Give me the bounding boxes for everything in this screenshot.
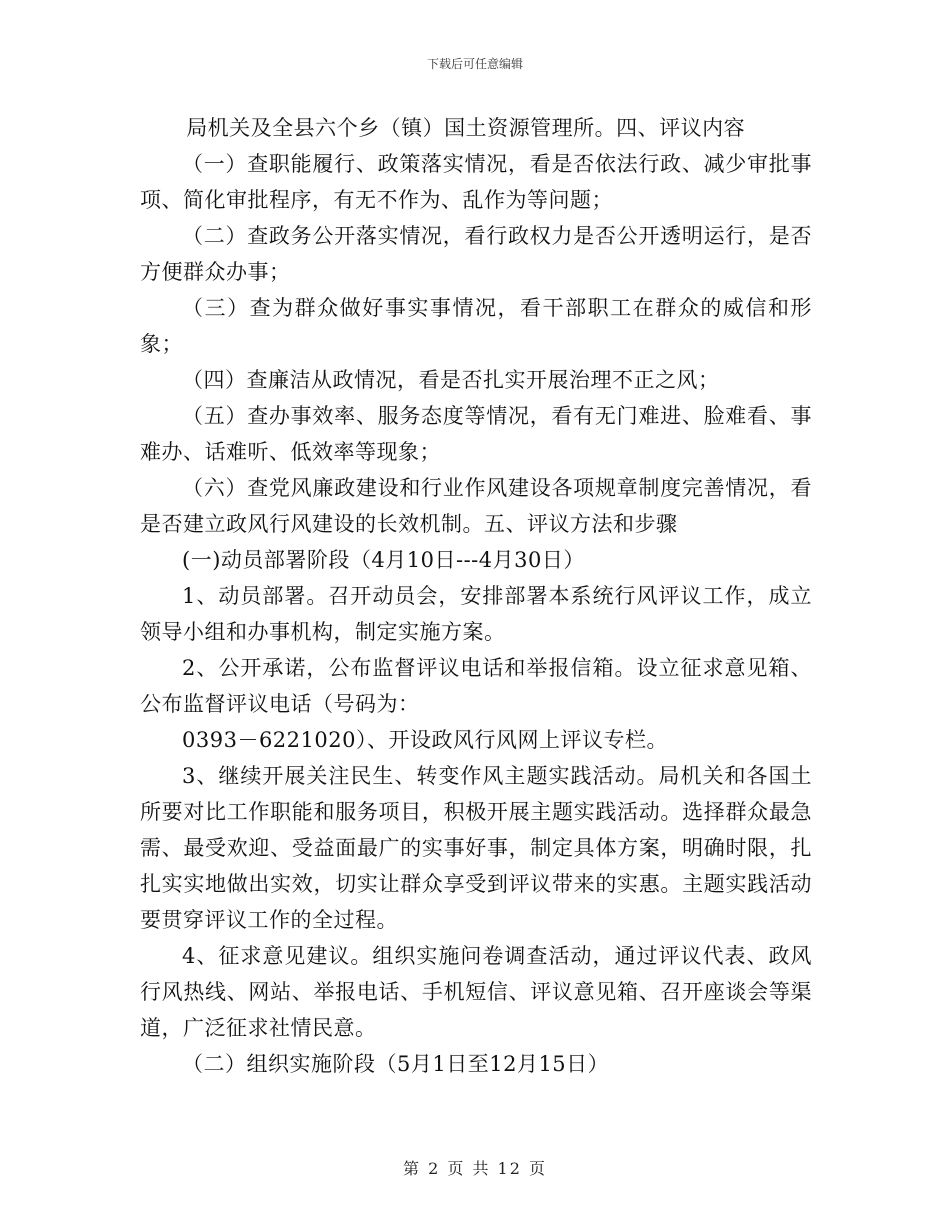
paragraph-item-3: （三）查为群众做好事实事情况，看干部职工在群众的威信和形象； — [140, 296, 812, 356]
paragraph-item-6: （六）查党风廉政建设和行业作风建设各项规章制度完善情况，看是否建立政风行风建设的长效机制。五、评议方法和步骤 — [140, 476, 812, 536]
paragraph-phone-number: 0393－6221020）、开设政风行风网上评议专栏。 — [182, 728, 668, 752]
document-body — [140, 110, 812, 1082]
page-footer: 第 2 页 共 12 页 — [403, 1159, 547, 1178]
paragraph-step-2: 2、公开承诺，公布监督评议电话和举报信箱。设立征求意见箱、公布监督评议电话（号码为： — [140, 656, 812, 716]
paragraph-stage-1-heading: (一)动员部署阶段（4月10日---4月30日） — [182, 548, 585, 572]
paragraph-step-3: 3、继续开展关注民生、转变作风主题实践活动。局机关和各国土所要对比工作职能和服务项目，积极开展主题实践活动。选择群众最急需、最受欢迎、受益面最广的实事好事，制定具体方案，明确时限，扎扎实实地做出实效，切实让群众享受到评议带来的实惠。主题实践活动要贯穿评议工作的全过程。 — [140, 764, 812, 932]
paragraph-step-4: 4、征求意见建议。组织实施问卷调查活动，通过评议代表、政风行风热线、网站、举报电话、手机短信、评议意见箱、召开座谈会等渠道，广泛征求社情民意。 — [140, 944, 812, 1040]
paragraph-scope: 局机关及全县六个乡（镇）国土资源管理所。四、评议内容 — [186, 116, 746, 140]
paragraph-item-4: （四）查廉洁从政情况，看是否扎实开展治理不正之风； — [182, 368, 720, 392]
paragraph-item-1: （一）查职能履行、政策落实情况，看是否依法行政、减少审批事项、简化审批程序，有无不作为、乱作为等问题； — [140, 152, 812, 212]
paragraph-item-5: （五）查办事效率、服务态度等情况，看有无门难进、脸难看、事难办、话难听、低效率等现象； — [140, 404, 812, 464]
paragraph-item-2: （二）查政务公开落实情况，看行政权力是否公开透明运行，是否方便群众办事； — [140, 224, 812, 284]
page-header: 下载后可任意编辑 — [426, 57, 523, 71]
paragraph-step-1: 1、动员部署。召开动员会，安排部署本系统行风评议工作，成立领导小组和办事机构，制定实施方案。 — [140, 584, 812, 644]
paragraph-stage-2-heading: （二）组织实施阶段（5月1日至12月15日） — [182, 1052, 610, 1076]
